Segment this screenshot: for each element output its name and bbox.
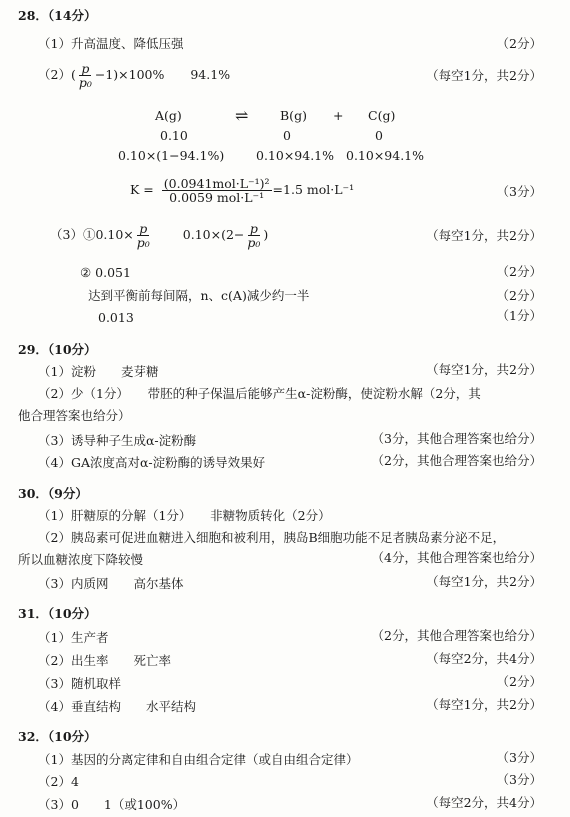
q28-part3-b-close: ) — [263, 227, 269, 243]
eq-a-equilibrium: 0.10×(1−94.1%) — [118, 148, 225, 163]
q28-part1: （1）升高温度、降低压强 — [38, 36, 184, 51]
q28-header: 28．（14分） — [18, 8, 97, 23]
q29-part3-score: （3分，其他合理答案也给分） — [371, 431, 542, 446]
eq-species-b: B(g) — [280, 108, 307, 123]
q31-part4: （4）垂直结构 水平结构 — [38, 699, 196, 714]
q28-part1-score: （2分） — [496, 36, 542, 51]
q28-part3-4: 0.013 — [98, 310, 134, 325]
q31-part4-score: （每空1分，共2分） — [426, 697, 542, 712]
q32-part3-score: （每空2分，共4分） — [426, 795, 542, 810]
q30-part2-score: （4分，其他合理答案也给分） — [371, 550, 542, 565]
eq-c-equilibrium: 0.10×94.1% — [346, 148, 425, 163]
q29-part4-score: （2分，其他合理答案也给分） — [371, 453, 542, 468]
q30-part3-score: （每空1分，共2分） — [426, 574, 542, 589]
q28-part3-b: 0.10×(2− — [182, 227, 245, 243]
q28-part2-frac-num: p — [81, 61, 90, 76]
eq-species-c: C(g) — [368, 108, 396, 123]
q31-part2: （2）出生率 死亡率 — [38, 653, 171, 668]
q28-part2 — [38, 62, 230, 89]
q29-part4: （4）GA浓度高对α-淀粉酶的诱导效果好 — [38, 455, 266, 470]
q28-part2-score: （每空1分，共2分） — [426, 68, 542, 83]
eq-species-a: A(g) — [155, 108, 182, 123]
q28-part3-frac-b-den: p₀ — [247, 235, 261, 251]
k-fraction — [162, 177, 272, 204]
eq-c-initial: 0 — [375, 128, 383, 143]
q32-part1: （1）基因的分离定律和自由组合定律（或自由组合定律） — [38, 752, 359, 767]
q28-part3-2-score: （2分） — [496, 264, 542, 279]
q28-part3-3: 达到平衡前每间隔，n、c(A)减少约一半 — [88, 288, 310, 303]
q28-part3-frac-a — [135, 222, 152, 249]
q30-part2-cont: 所以血糖浓度下降较慢 — [18, 552, 144, 567]
q28-part3-frac-b-num: p — [249, 221, 258, 236]
q28-part2-open: ( — [70, 67, 76, 83]
q32-part2: （2）4 — [38, 774, 79, 789]
q28-part3 — [50, 222, 268, 249]
q30-part2: （2）胰岛素可促进血糖进入细胞和被利用，胰岛B细胞功能不足者胰岛素分泌不足， — [38, 530, 506, 545]
q29-part2: （2）少（1分） 带胚的种子保温后能够产生α-淀粉酶，使淀粉水解（2分，其 — [38, 386, 481, 401]
q28-part2-value: 94.1% — [190, 67, 231, 83]
k-expression — [130, 177, 354, 204]
q29-header: 29．（10分） — [18, 342, 97, 357]
k-lhs: K = — [130, 182, 154, 198]
q31-part3-score: （2分） — [496, 674, 542, 689]
q28-part3-3-score: （2分） — [496, 288, 542, 303]
q28-part3-4-score: （1分） — [496, 308, 542, 323]
q32-part1-score: （3分） — [496, 750, 542, 765]
eq-arrow: ⇌ — [235, 106, 249, 125]
q31-part2-score: （每空2分，共4分） — [426, 651, 542, 666]
q32-header: 32．（10分） — [18, 729, 97, 744]
q30-part3: （3）内质网 高尔基体 — [38, 576, 184, 591]
k-score: （3分） — [496, 184, 542, 199]
q28-part3-frac-b — [245, 222, 262, 249]
k-denominator: 0.0059 mol·L⁻¹ — [169, 190, 265, 206]
q28-part2-fraction — [77, 62, 94, 89]
eq-b-initial: 0 — [283, 128, 291, 143]
q31-header: 31．（10分） — [18, 606, 97, 621]
q31-part1: （1）生产者 — [38, 630, 109, 645]
q28-part3-2: ② 0.051 — [80, 265, 131, 280]
k-rhs: =1.5 mol·L⁻¹ — [272, 182, 355, 198]
q31-part3: （3）随机取样 — [38, 676, 121, 691]
q32-part3: （3）0 1（或100%） — [38, 797, 186, 812]
q32-part2-score: （3分） — [496, 772, 542, 787]
q28-part3-a: ①0.10× — [82, 227, 134, 243]
q29-part1-score: （每空1分，共2分） — [426, 362, 542, 377]
q29-part3: （3）诱导种子生成α-淀粉酶 — [38, 433, 197, 448]
q28-part2-label: （2） — [38, 67, 71, 83]
q30-header: 30．（9分） — [18, 486, 88, 501]
eq-a-initial: 0.10 — [160, 128, 188, 143]
q28-part2-frac-den: p₀ — [78, 75, 92, 91]
eq-b-equilibrium: 0.10×94.1% — [256, 148, 335, 163]
q28-part3-frac-a-den: p₀ — [136, 235, 150, 251]
k-numerator: (0.0941mol·L⁻¹)² — [163, 176, 270, 191]
q29-part1: （1）淀粉 麦芽糖 — [38, 364, 159, 379]
q28-part3-label: （3） — [50, 227, 83, 243]
eq-plus: + — [333, 108, 344, 123]
q30-part1: （1）肝糖原的分解（1分） 非糖物质转化（2分） — [38, 508, 331, 523]
q28-part3-score: （每空1分，共2分） — [426, 228, 542, 243]
q29-part2-cont: 他合理答案也给分） — [18, 408, 131, 423]
q31-part1-score: （2分，其他合理答案也给分） — [371, 628, 542, 643]
q28-part3-frac-a-num: p — [139, 221, 148, 236]
q28-part2-rest: −1)×100% — [94, 67, 165, 83]
